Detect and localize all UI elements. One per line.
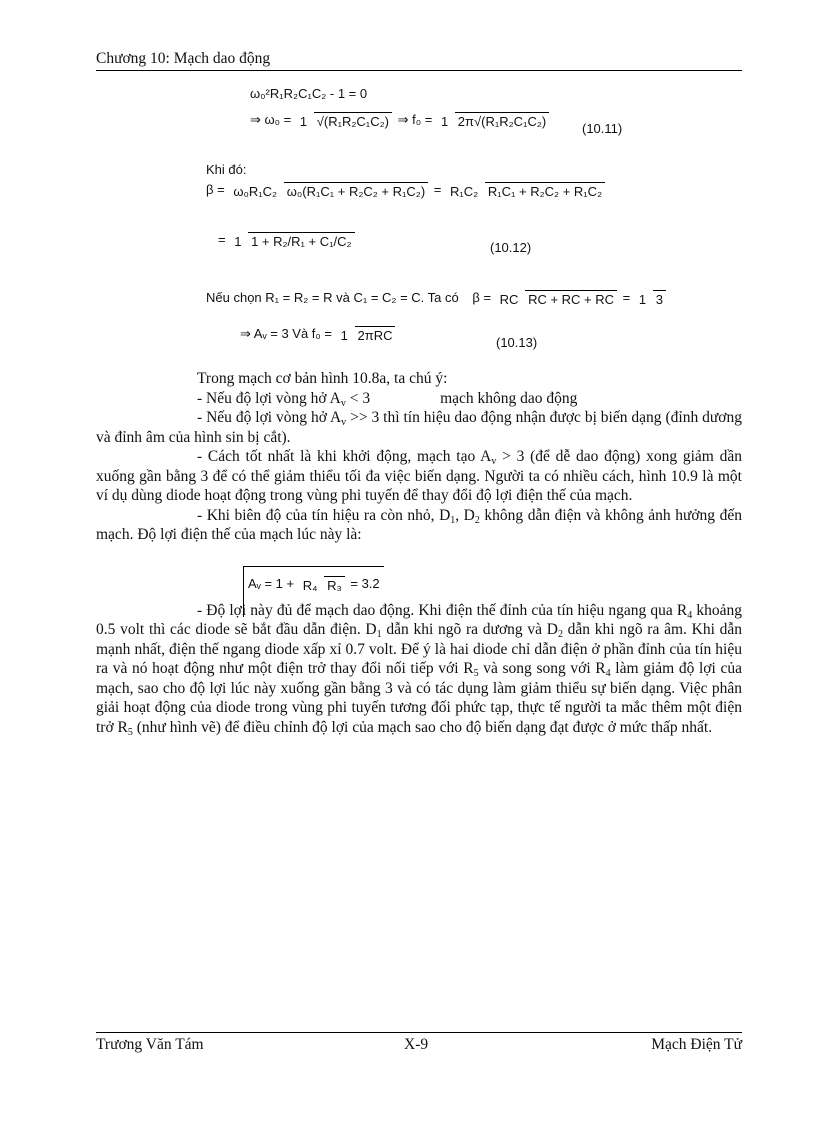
p6-text-g: (như hình vẽ) để điều chỉnh độ lợi của mạch sao cho độ biến dạng đạt được ở mức thấp nhất. (132, 718, 713, 736)
eq-f0-denominator: 2π√(R₁R₂C₁C₂) (455, 112, 549, 129)
p2-sub: v (340, 397, 346, 409)
eq-f0-lhs: ⇒ f₀ = (397, 112, 433, 128)
p4-text-b: > 3 (để dễ dao động) xong giảm dần xuống gần bằng 3 để có thể giảm thiểu tối đa việc biến dạng. Người ta có nhiều cách, hình 10.9 là một ví dụ dùng diode hoạt động trong vùng phi tuyến để thay đổi độ lợi điện thế của mạch. (96, 448, 742, 504)
p6-sub-1: 4 (687, 609, 693, 621)
paragraph-gain-sufficient (96, 601, 742, 738)
p5-sub-2: 2 (474, 514, 480, 526)
equation-spacer (96, 545, 742, 601)
page-header-title: Chương 10: Mạch dao động (96, 50, 271, 67)
eq-beta-fraction-1 (230, 182, 428, 200)
equation-number-10-13: (10.13) (496, 335, 538, 350)
equation-characteristic: ω₀²R₁R₂C₁C₂ - 1 = 0 (250, 86, 368, 101)
eq-omega-lhs: ⇒ ω₀ = (250, 112, 292, 128)
eq-beta-lhs: β = (206, 182, 225, 198)
eq-choose-fraction (497, 290, 617, 308)
p2-text-c: mạch không dao động (440, 389, 578, 407)
eq-av-lhs: Aᵥ = 1 + (248, 576, 295, 592)
equation-choose (206, 290, 668, 308)
eq-beta-numerator-2: R₁C₂ (450, 184, 479, 199)
paragraph-small-amplitude (96, 506, 742, 545)
p6-sub-3: 2 (557, 629, 563, 640)
eq-choose-numerator: RC (499, 292, 519, 307)
p3-text: - Nếu độ lợi vòng hở A (197, 409, 342, 426)
eq-1012-numerator: 1 (234, 234, 242, 249)
p5-text: - Khi biên độ của tín hiệu ra còn nhỏ, D (197, 506, 451, 524)
equation-number-10-12: (10.12) (490, 240, 532, 255)
p4-sub: v (491, 456, 497, 467)
eq-av-denominator: R₃ (324, 576, 345, 593)
eq-choose-denominator: RC + RC + RC (525, 290, 617, 307)
p6-text-f: làm giảm độ lợi của mạch, sao cho độ lợi lúc này xuống gần bằng 3 và có tác dụng làm giảm thiểu sự biến dạng. Việc phân giải hoạt động của diode trong vùng phi tuyến tương đối phức tạp, thực tế người ta mắc thêm một điện trở R (96, 660, 742, 736)
equation-beta (206, 182, 607, 200)
equation-number-10-11: (10.11) (582, 121, 623, 136)
p4-text: - Cách tốt nhất là khi khởi động, mạch tạo A (197, 448, 492, 465)
p6-text-b: khoảng 0.5 volt thì các diode sẽ bắt đầu dẫn điện. D (96, 601, 742, 638)
paragraph-best-method (96, 447, 742, 506)
paragraph-intro: Trong mạch cơ bản hình 10.8a, ta chú ý: (197, 370, 448, 387)
p3-sub: v (341, 417, 347, 428)
p6-sub-4: 5 (473, 668, 479, 679)
footer-page-number: X-9 (404, 1036, 429, 1053)
p5-sub-1: 1 (450, 514, 456, 526)
eq-beta-denominator-2: R₁C₁ + R₂C₂ + R₁C₂ (485, 182, 605, 199)
p6-text-e: và song song với R (478, 660, 606, 677)
equation-10-12 (218, 232, 357, 250)
header-rule (96, 70, 742, 71)
eq-av-numerator: R₄ (302, 578, 318, 593)
p6-text-d: dẫn khi ngõ ra âm. Khi dẫn mạnh nhất, điện thế ngang diode xấp xỉ 0.7 volt. Để ý là hai diode chỉ dẫn điện ở phần đỉnh của tín hiệu ra và nó hoạt động như một điện trở thay đổi nối tiếp với R (96, 621, 742, 677)
paragraph-av-much-greater (96, 408, 742, 447)
eq-1012-lhs: = (218, 232, 226, 248)
body-text (96, 369, 742, 737)
eq-beta-fraction-2 (447, 182, 605, 200)
eq-beta-numerator-1: ω₀R₁C₂ (233, 184, 278, 199)
eq-av-rhs: = 3.2 (350, 576, 380, 592)
eq-choose-numerator-2: 1 (638, 292, 647, 307)
p6-text-c: dẫn khi ngõ ra dương và D (381, 621, 558, 638)
p6-sub-5: 4 (605, 668, 611, 679)
eq-1013-denominator: 2πRC (355, 326, 396, 343)
footer-rule (96, 1032, 742, 1033)
eq-omega-numerator: 1 (299, 114, 308, 129)
eq-f0-fraction (438, 112, 549, 130)
khi-do-label: Khi đó: (206, 162, 247, 177)
paragraph-av-less-3 (96, 389, 742, 409)
footer-subject: Mạch Điện Tử (651, 1036, 742, 1053)
eq-1012-denominator: 1 + R₂/R₁ + C₁/C₂ (248, 232, 355, 249)
eq-beta-equals: = (433, 182, 442, 198)
p2-text-b: < 3 (345, 389, 371, 407)
eq-av-fraction (300, 576, 345, 594)
p6-text-a: - Độ lợi này đủ để mạch dao động. Khi điện thế đỉnh của tín hiệu ngang qua R (197, 601, 688, 619)
eq-f0-numerator: 1 (440, 114, 449, 129)
eq-choose-beta: β = (472, 290, 492, 306)
eq-choose-equals: = (622, 290, 631, 306)
eq-beta-denominator-1: ω₀(R₁C₁ + R₂C₂ + R₁C₂) (284, 182, 428, 199)
eq-omega-fraction (297, 112, 392, 130)
eq-1012-fraction (231, 232, 354, 250)
p3-text-b: >> 3 thì tín hiệu dao động nhận được bị biến dạng (đỉnh dương và đỉnh âm của hình sin bị cắt). (96, 409, 742, 446)
p5-text-c: không dẫn điện và không ảnh hưởng đến mạch. Độ lợi điện thế của mạch lúc này là: (96, 506, 742, 543)
p5-text-b: , D (455, 506, 475, 524)
eq-1013-fraction (338, 326, 396, 344)
eq-choose-denominator-2: 3 (653, 290, 666, 307)
footer-author: Trương Văn Tám (96, 1036, 204, 1053)
equation-10-13 (240, 326, 397, 344)
p6-sub-6: 5 (127, 726, 133, 738)
eq-choose-fraction-2 (636, 290, 666, 308)
eq-1013-numerator: 1 (340, 328, 348, 343)
p6-sub-2: 1 (376, 629, 382, 640)
eq-omega-denominator: √(R₁R₂C₁C₂) (314, 112, 392, 129)
p2-text: - Nếu độ lợi vòng hở A (197, 389, 341, 407)
equation-10-11 (250, 112, 551, 130)
eq-choose-text: Nếu chọn R₁ = R₂ = R và C₁ = C₂ = C. Ta có (206, 290, 459, 306)
eq-1013-lhs: ⇒ Aᵥ = 3 Và f₀ = (240, 326, 333, 342)
equation-av (248, 576, 380, 594)
